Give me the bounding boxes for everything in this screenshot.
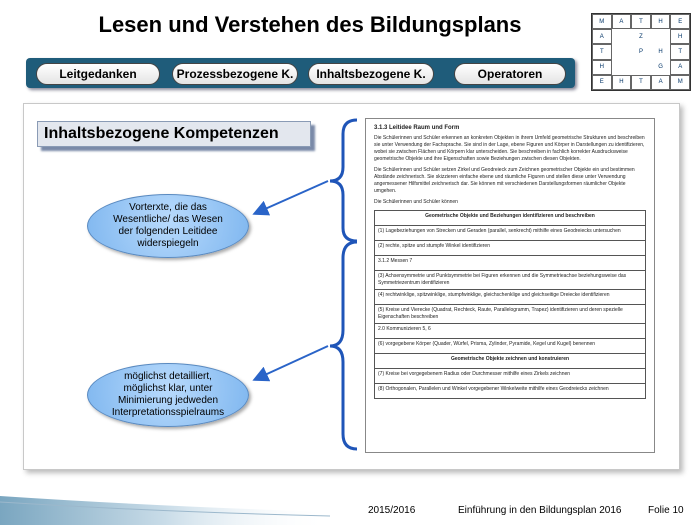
footer-course: Einführung in den Bildungsplan 2016	[458, 505, 622, 516]
logo-cell: E	[670, 14, 690, 29]
table-row: (1) Lagebeziehungen von Strecken und Geraden (parallel, senkrecht) mithilfe eines Geodreiecks untersuchen	[375, 225, 645, 240]
doc-paragraph: Die Schülerinnen und Schüler setzen Zirkel und Geodreieck zum Zeichnen geometrischer Objekte ein und bestimmen Abstände zeichnerisch. Sie skizzieren einfache ebene und räumliche Figuren und stellen diese unter Verwendung angemessener Hilfsmittel zeichnerisch dar. Sie können mit verschiedenen Darstellungsformen räumlicher Objekte umgehen.	[374, 167, 635, 194]
logo-cell: H	[670, 29, 690, 44]
brace-top	[330, 120, 357, 241]
table-row: (3) Achsensymmetrie und Punktsymmetrie bei Figuren erkennen und die Symmetrieachse beziehungsweise das Symmetriezentrum identifizieren	[375, 270, 645, 289]
logo-inner-letter: G	[658, 64, 663, 71]
logo-cell: A	[612, 14, 632, 29]
table-row: (2) rechte, spitze und stumpfe Winkel identifizieren	[375, 240, 645, 255]
table-header: Geometrische Objekte zeichnen und konstruieren	[375, 353, 645, 368]
brace-bottom	[330, 242, 357, 449]
table-row: (5) Kreise und Vierecke (Quadrat, Rechteck, Raute, Parallelogramm, Trapez) identifizieren und deren spezielle Eigenschaften beschreiben	[375, 304, 645, 323]
logo-cell: H	[592, 60, 612, 75]
footer-year: 2015/2016	[368, 505, 416, 516]
logo-cell: P	[638, 48, 643, 55]
bildungsplan-excerpt	[365, 118, 655, 453]
footer-slide-number: Folie 10	[648, 505, 684, 516]
section-heading: Inhaltsbezogene Kompetenzen	[37, 121, 311, 147]
logo-cell: A	[592, 29, 612, 44]
slide-title: Lesen und Verstehen des Bildungsplans	[98, 12, 522, 37]
nav-button-inhaltsbezogene[interactable]: Inhaltsbezogene K.	[308, 63, 434, 85]
table-row: (4) rechtwinklige, spitzwinklige, stumpfwinklige, gleichschenklige und gleichseitige Dreiecke identifizieren	[375, 289, 645, 304]
logo-inner-letter: H	[658, 48, 663, 55]
table-row: (6) vorgegebene Körper (Quader, Würfel, Prisma, Zylinder, Pyramide, Kegel und Kugel) benennen	[375, 338, 645, 353]
bubble-text: Vorterxte, die das Wesentliche/ das Wesen der folgenden Leitidee widerspiegeln	[113, 202, 223, 249]
logo-inner-letter: Z	[639, 33, 643, 40]
logo-cell: E	[592, 75, 612, 90]
arrow-bottom	[256, 346, 328, 379]
logo-cell: H	[651, 14, 671, 29]
logo-cell: T	[670, 44, 690, 59]
table-row: (7) Kreise bei vorgegebenem Radius oder Durchmesser mithilfe eines Zirkels zeichnen	[375, 368, 645, 383]
logo-cell: M	[592, 14, 612, 29]
table-row: 2.0 Kommunizieren 5, 6	[375, 323, 645, 338]
arrow-top	[256, 181, 328, 213]
logo-cell: A	[670, 60, 690, 75]
doc-paragraph: Die Schülerinnen und Schüler können	[374, 199, 458, 205]
doc-heading: 3.1.3 Leitidee Raum und Form	[374, 125, 460, 131]
table-row: (8) Orthogonalen, Parallelen und Winkel vorgegebener Winkelweite mithilfe eines Geodreiecks zeichnen	[375, 383, 645, 398]
bubble-text: möglichst detailliert, möglichst klar, unter Minimierung jedweden Interpretationsspielraums	[111, 371, 225, 418]
doc-paragraph: Die Schülerinnen und Schüler erkennen an konkreten Objekten in ihrem Umfeld geometrische Strukturen und beschreiben sie unter Verwendung der Fachsprache. Sie sind in der Lage, ebene Figuren und Körper in Darstellungen zu identifizieren, wobei sie zwischen Flächen und Körpern klar unterscheiden. Sie beschreiben in fachlich korrekter Ausdrucksweise geometrische Objekte und ihre Eigenschaften sowie Beziehungen zwischen diesen Objekten.	[374, 135, 645, 162]
nav-button-leitgedanken[interactable]: Leitgedanken	[36, 63, 160, 85]
nav-button-operatoren[interactable]: Operatoren	[454, 63, 566, 85]
table-header: Geometrische Objekte und Beziehungen identifizieren und beschreiben	[425, 213, 595, 219]
logo-cell: T	[592, 44, 612, 59]
logo-cell: T	[631, 14, 651, 29]
table-row: 3.1.2 Messen 7	[375, 255, 645, 270]
logo-cell: A	[651, 75, 671, 90]
nav-button-prozessbezogene[interactable]: Prozessbezogene K.	[172, 63, 298, 85]
logo-cell: M	[670, 75, 690, 90]
logo-cell: H	[612, 75, 632, 90]
doc-table	[374, 210, 646, 399]
logo-cell: T	[631, 75, 651, 90]
